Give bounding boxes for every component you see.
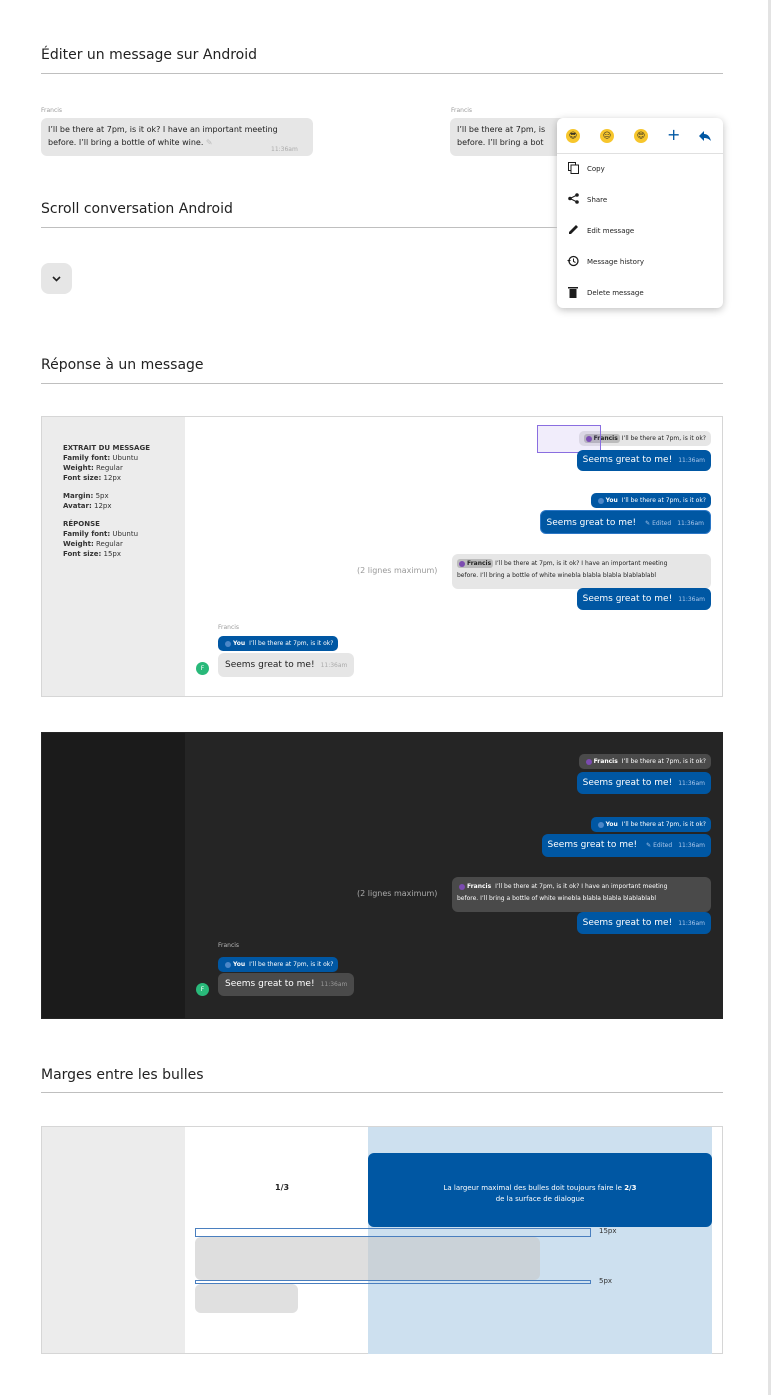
reply-icon[interactable] bbox=[698, 127, 712, 146]
section-divider bbox=[41, 73, 723, 74]
one-third-label: 1/3 bbox=[275, 1183, 290, 1192]
two-lines-note: (2 lignes maximum) bbox=[357, 889, 438, 898]
menu-item-label: Copy bbox=[587, 165, 605, 173]
reply-panel-dark bbox=[41, 732, 723, 1019]
reply-panel-light bbox=[41, 416, 723, 697]
message-bubble[interactable] bbox=[41, 118, 313, 156]
bubble-placeholder-small bbox=[195, 1284, 298, 1313]
menu-item-history[interactable] bbox=[557, 249, 723, 275]
message-line: before. I’ll bring a bottle of white wine. bbox=[48, 138, 204, 147]
quote-text: I’ll be there at 7pm, is it ok? bbox=[249, 961, 334, 968]
menu-item-label: Message history bbox=[587, 258, 644, 266]
emoji-neutral-icon[interactable]: 😑 bbox=[600, 129, 614, 143]
section-title-margins: Marges entre les bulles bbox=[41, 1067, 204, 1083]
pencil-icon: ✎ bbox=[205, 138, 213, 147]
message-context-menu bbox=[557, 118, 723, 308]
spec-sidebar bbox=[42, 417, 185, 696]
avatar[interactable]: F bbox=[196, 662, 209, 675]
section-divider bbox=[41, 383, 723, 384]
quote-sender: You bbox=[596, 496, 620, 505]
menu-item-copy[interactable] bbox=[557, 156, 723, 182]
reply-bubble-incoming[interactable]: Seems great to me! 11:36am bbox=[218, 653, 354, 677]
quoted-message-long[interactable]: Francis I’ll be there at 7pm, is it ok? I have an important meeting before. I’ll bring a bottle of white winebla blabla blabla blablablabl bbox=[452, 877, 711, 912]
message-line: I’ll be there at 7pm, is bbox=[457, 125, 546, 134]
spec-sidebar-dark bbox=[42, 733, 185, 1018]
pencil-icon bbox=[566, 224, 580, 238]
reply-bubble-edited[interactable]: Seems great to me! ✎ Edited 11:36am bbox=[540, 510, 711, 534]
sender-name: Francis bbox=[218, 942, 240, 949]
quoted-message[interactable]: You I’ll be there at 7pm, is it ok? bbox=[591, 817, 711, 832]
quoted-message[interactable] bbox=[591, 493, 711, 508]
sender-name: Francis bbox=[41, 107, 63, 114]
emoji-cool-icon[interactable]: 😎 bbox=[566, 129, 580, 143]
reply-bubble[interactable]: Seems great to me! 11:36am bbox=[577, 772, 711, 794]
reply-bubble[interactable]: Seems great to me! 11:36am bbox=[577, 588, 711, 610]
avatar[interactable]: F bbox=[196, 983, 209, 996]
share-icon bbox=[566, 193, 580, 207]
menu-item-delete[interactable] bbox=[557, 280, 723, 306]
reaction-row bbox=[557, 118, 723, 154]
section-divider bbox=[41, 1092, 723, 1093]
quoted-message[interactable]: You I’ll be there at 7pm, is it ok? bbox=[218, 957, 338, 972]
message-line: before. I’ll bring a bot bbox=[457, 138, 544, 147]
quoted-message[interactable]: You I’ll be there at 7pm, is it ok? bbox=[218, 636, 338, 651]
trash-icon bbox=[566, 286, 580, 301]
two-lines-note: (2 lignes maximum) bbox=[357, 566, 438, 575]
menu-item-label: Share bbox=[587, 196, 608, 204]
quoted-message[interactable]: Francis I’ll be there at 7pm, is it ok? bbox=[579, 754, 711, 769]
add-reaction-icon[interactable]: + bbox=[667, 125, 681, 144]
reply-bubble[interactable]: Seems great to me! 11:36am bbox=[577, 450, 711, 471]
gap-15px-label: 15px bbox=[599, 1227, 617, 1235]
quoted-message-long[interactable]: Francis I’ll be there at 7pm, is it ok? I have an important meeting before. I’ll bring a bottle of white winebla blabla blabla blablablabl bbox=[452, 554, 711, 589]
message-line: I’ll be there at 7pm, is it ok? I have an important meeting bbox=[48, 125, 278, 134]
margins-sidebar bbox=[42, 1127, 185, 1353]
menu-item-label: Delete message bbox=[587, 289, 644, 297]
section-title-reply: Réponse à un message bbox=[41, 357, 204, 373]
reply-bubble-incoming[interactable]: Seems great to me! 11:36am bbox=[218, 973, 354, 996]
emoji-heart-eyes-icon[interactable]: 😍 bbox=[634, 129, 648, 143]
quote-text: I’ll be there at 7pm, is it ok? bbox=[621, 821, 706, 828]
menu-item-share[interactable] bbox=[557, 187, 723, 213]
section-divider bbox=[41, 227, 557, 228]
chevron-down-icon bbox=[52, 276, 61, 282]
message-bubble-selected[interactable] bbox=[450, 118, 570, 156]
margins-panel bbox=[41, 1126, 723, 1354]
width-rule-banner: La largeur maximal des bulles doit toujours faire le 2/3 de la surface de dialogue bbox=[368, 1153, 712, 1227]
gap-15px-marker bbox=[195, 1228, 591, 1237]
menu-item-edit[interactable] bbox=[557, 218, 723, 244]
reply-bubble-edited[interactable]: Seems great to me! ✎ Edited 11:36am bbox=[542, 834, 711, 857]
sender-name: Francis bbox=[451, 107, 473, 114]
bubble-placeholder-large bbox=[195, 1237, 540, 1280]
quote-text: I’ll be there at 7pm, is it ok? bbox=[621, 497, 706, 504]
section-title-scroll: Scroll conversation Android bbox=[41, 201, 233, 217]
quote-text: I’ll be there at 7pm, is it ok? bbox=[621, 435, 706, 442]
reply-bubble[interactable]: Seems great to me! 11:36am bbox=[577, 912, 711, 934]
copy-icon bbox=[566, 162, 580, 177]
gap-5px-label: 5px bbox=[599, 1277, 613, 1285]
history-icon bbox=[566, 255, 580, 270]
spec-extract: EXTRAIT DU MESSAGE Family font: Ubuntu Weight: Regular Font size: 12px Margin: 5px Avatar: 12px RÉPONSE Family font: Ubuntu Weight: Regular Font size: 15px bbox=[63, 444, 150, 558]
message-time: 11:36am bbox=[271, 146, 298, 153]
sender-name: Francis bbox=[218, 624, 240, 631]
menu-item-label: Edit message bbox=[587, 227, 635, 235]
selection-handles bbox=[537, 425, 601, 453]
quote-sender: Francis bbox=[584, 434, 620, 443]
quote-text: I’ll be there at 7pm, is it ok? bbox=[249, 640, 334, 647]
scroll-down-button[interactable] bbox=[41, 263, 72, 294]
quote-text: I’ll be there at 7pm, is it ok? bbox=[621, 758, 706, 765]
section-title-edit: Éditer un message sur Android bbox=[41, 47, 257, 63]
